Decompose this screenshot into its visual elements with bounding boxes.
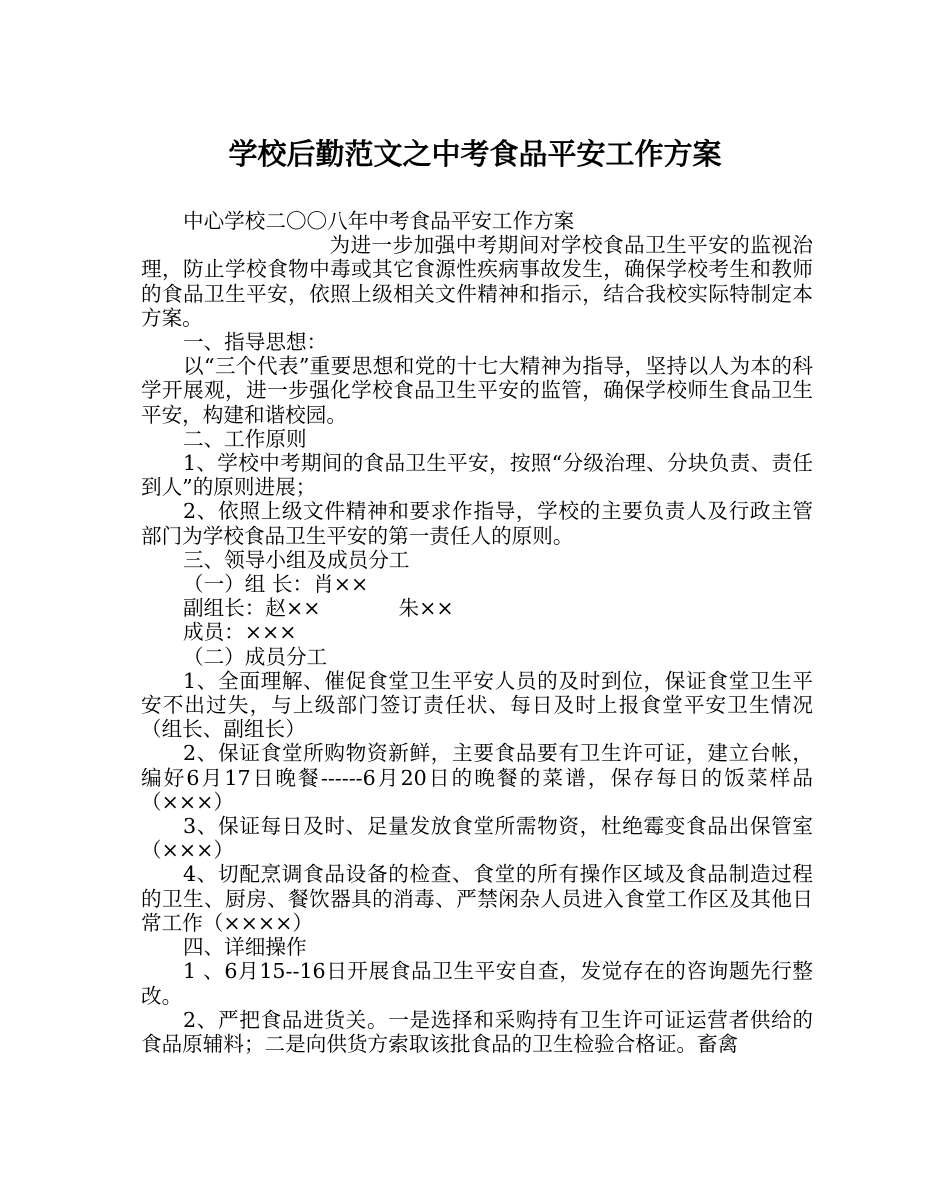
deputy-second: 朱×× <box>398 596 454 621</box>
document-body <box>141 209 813 1056</box>
section1-paragraph: 以“三个代表”重要思想和党的十七大精神为指导，坚持以人为本的科学开展观，进一步强化学校食品卫生平安的监管，确保学校师生食品卫生平安，构建和谐校园。 <box>141 354 813 427</box>
section4-item-2: 2、严把食品进货关。一是选择和采购持有卫生许可证运营者供给的食品原辅料；二是向供货方索取该批食品的卫生检验合格证。畜禽 <box>141 1007 813 1056</box>
intro-text: 为进一步加强中考期间对学校食品卫生平安的监视治理，防止学校食物中毒或其它食源性疾病事故发生，确保学校考生和教师的食品卫生平安，依照上级相关文件精神和指示，结合我校实际特制定本方案。 <box>141 233 813 330</box>
division-item-4: 4、切配烹调食品设备的检查、食堂的所有操作区域及食品制造过程的卫生、厨房、餐饮器具的消毒、严禁闲杂人员进入食堂工作区及其他日常工作（××××） <box>141 862 813 935</box>
deputy-line <box>141 596 813 620</box>
division-heading: （二）成员分工 <box>183 644 328 669</box>
section4-item-1: 1 、6月15--16日开展食品卫生平安自查，发觉存在的咨询题先行整改。 <box>141 959 813 1008</box>
division-item-2: 2、保证食堂所购物资新鲜，主要食品要有卫生许可证，建立台帐，编好6月17日晚餐------6月20日的晚餐的菜谱，保存每日的饭菜样品（×××） <box>141 741 813 814</box>
section2-heading: 二、工作原则 <box>183 426 307 451</box>
division-item-1: 1、全面理解、催促食堂卫生平安人员的及时到位，保证食堂卫生平安不出过失，与上级部门签订责任状、每日及时上报食堂平安卫生情况（组长、副组长） <box>141 668 813 742</box>
document-title: 学校后勤范文之中考食品平安工作方案 <box>228 137 722 171</box>
section1-heading: 一、指导思想： <box>183 330 328 355</box>
intro-paragraph <box>141 233 813 330</box>
document-subtitle: 中心学校二〇〇八年中考食品平安工作方案 <box>183 209 575 233</box>
section3-heading: 三、领导小组及成员分工 <box>183 547 410 572</box>
section4-heading: 四、详细操作 <box>183 935 307 960</box>
deputy-label: 副组长：赵×× <box>183 596 321 621</box>
section2-item-1: 1、学校中考期间的食品卫生平安，按照“分级治理、分块负责、责任到人”的原则进展； <box>141 451 813 500</box>
division-item-3: 3、保证每日及时、足量发放食堂所需物资，杜绝霉变食品出保管室（×××） <box>141 814 813 863</box>
section2-item-2: 2、依照上级文件精神和要求作指导，学校的主要负责人及行政主管部门为学校食品卫生平安的第一责任人的原则。 <box>141 499 813 548</box>
member-line: 成员：××× <box>183 620 297 645</box>
leader-line: （一）组 长：肖×× <box>183 572 369 597</box>
